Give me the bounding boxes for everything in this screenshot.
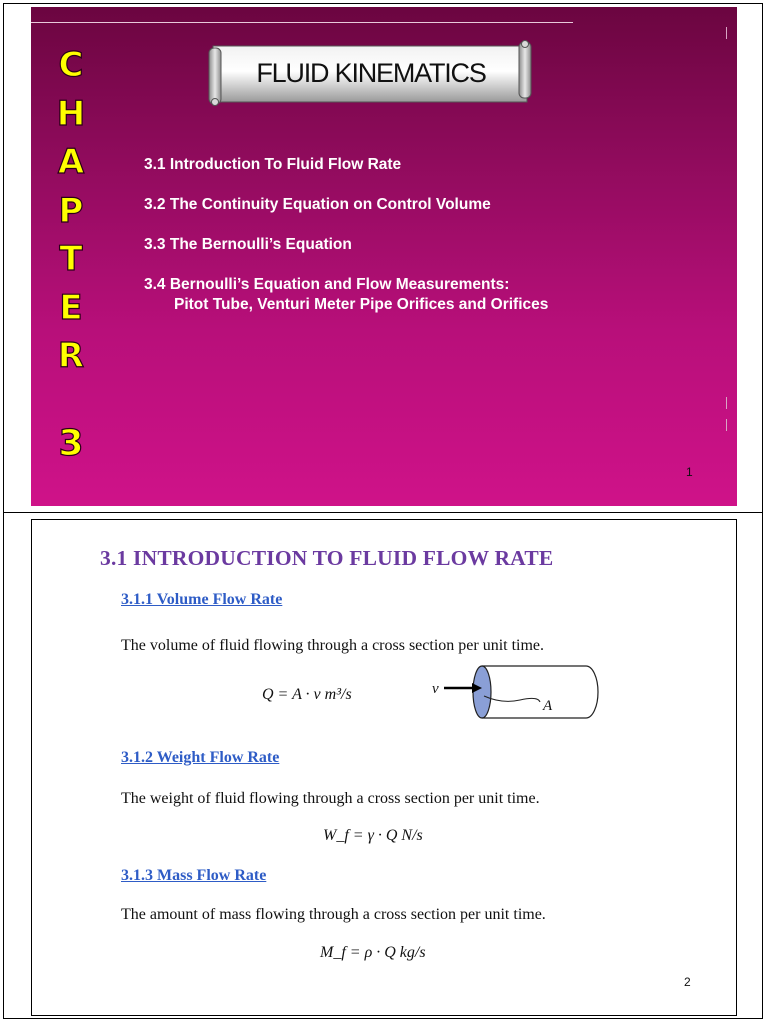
chapter-number: 3 bbox=[58, 423, 84, 464]
pipe-diagram bbox=[422, 660, 602, 728]
chapter-letter: H bbox=[56, 93, 86, 134]
chapter-word bbox=[49, 41, 93, 381]
page-number: 1 bbox=[686, 465, 693, 479]
cross-section-face bbox=[473, 666, 491, 718]
edge-tick bbox=[726, 397, 727, 409]
area-label: A bbox=[543, 698, 553, 714]
pipe-outline bbox=[482, 666, 598, 718]
title-scroll-banner bbox=[207, 38, 533, 108]
chapter-letter: E bbox=[59, 287, 83, 328]
page-divider bbox=[3, 512, 763, 513]
top-rule bbox=[31, 22, 573, 23]
equation: W_f = γ · Q N/s bbox=[323, 827, 423, 844]
equation: M_f = ρ · Q kg/s bbox=[320, 944, 426, 961]
chapter-letter: T bbox=[59, 239, 83, 279]
edge-tick bbox=[726, 419, 727, 431]
toc-item: 3.3 The Bernoulli’s Equation bbox=[144, 236, 352, 253]
slide-1 bbox=[31, 7, 737, 506]
section-heading: 3.1.1 Volume Flow Rate bbox=[121, 591, 283, 608]
chapter-letter: A bbox=[57, 142, 85, 182]
page-number: 2 bbox=[684, 975, 691, 989]
edge-tick bbox=[726, 27, 727, 39]
toc-subitem: Pitot Tube, Venturi Meter Pipe Orifices and Orifices bbox=[174, 296, 549, 313]
slide-title: 3.1 INTRODUCTION TO FLUID FLOW RATE bbox=[100, 546, 554, 570]
section-text: The volume of fluid flowing through a cross section per unit time. bbox=[121, 637, 545, 654]
banner-title: FLUID KINEMATICS bbox=[256, 58, 486, 88]
chapter-letter: R bbox=[57, 336, 85, 376]
toc-item: 3.2 The Continuity Equation on Control Volume bbox=[144, 196, 491, 213]
section-heading: 3.1.3 Mass Flow Rate bbox=[121, 867, 267, 884]
section-heading: 3.1.2 Weight Flow Rate bbox=[121, 749, 280, 766]
equation: Q = A · v m³/s bbox=[262, 686, 352, 703]
area-leader-line bbox=[484, 696, 540, 702]
chapter-letter: C bbox=[58, 45, 84, 85]
toc-item: 3.4 Bernoulli’s Equation and Flow Measurements: bbox=[144, 276, 510, 293]
velocity-label: v bbox=[432, 681, 439, 697]
toc-item: 3.1 Introduction To Fluid Flow Rate bbox=[144, 156, 402, 173]
section-text: The amount of mass flowing through a cross section per unit time. bbox=[121, 906, 546, 923]
section-text: The weight of fluid flowing through a cross section per unit time. bbox=[121, 790, 540, 807]
slide-2 bbox=[31, 519, 737, 1016]
chapter-letter: P bbox=[58, 190, 84, 231]
